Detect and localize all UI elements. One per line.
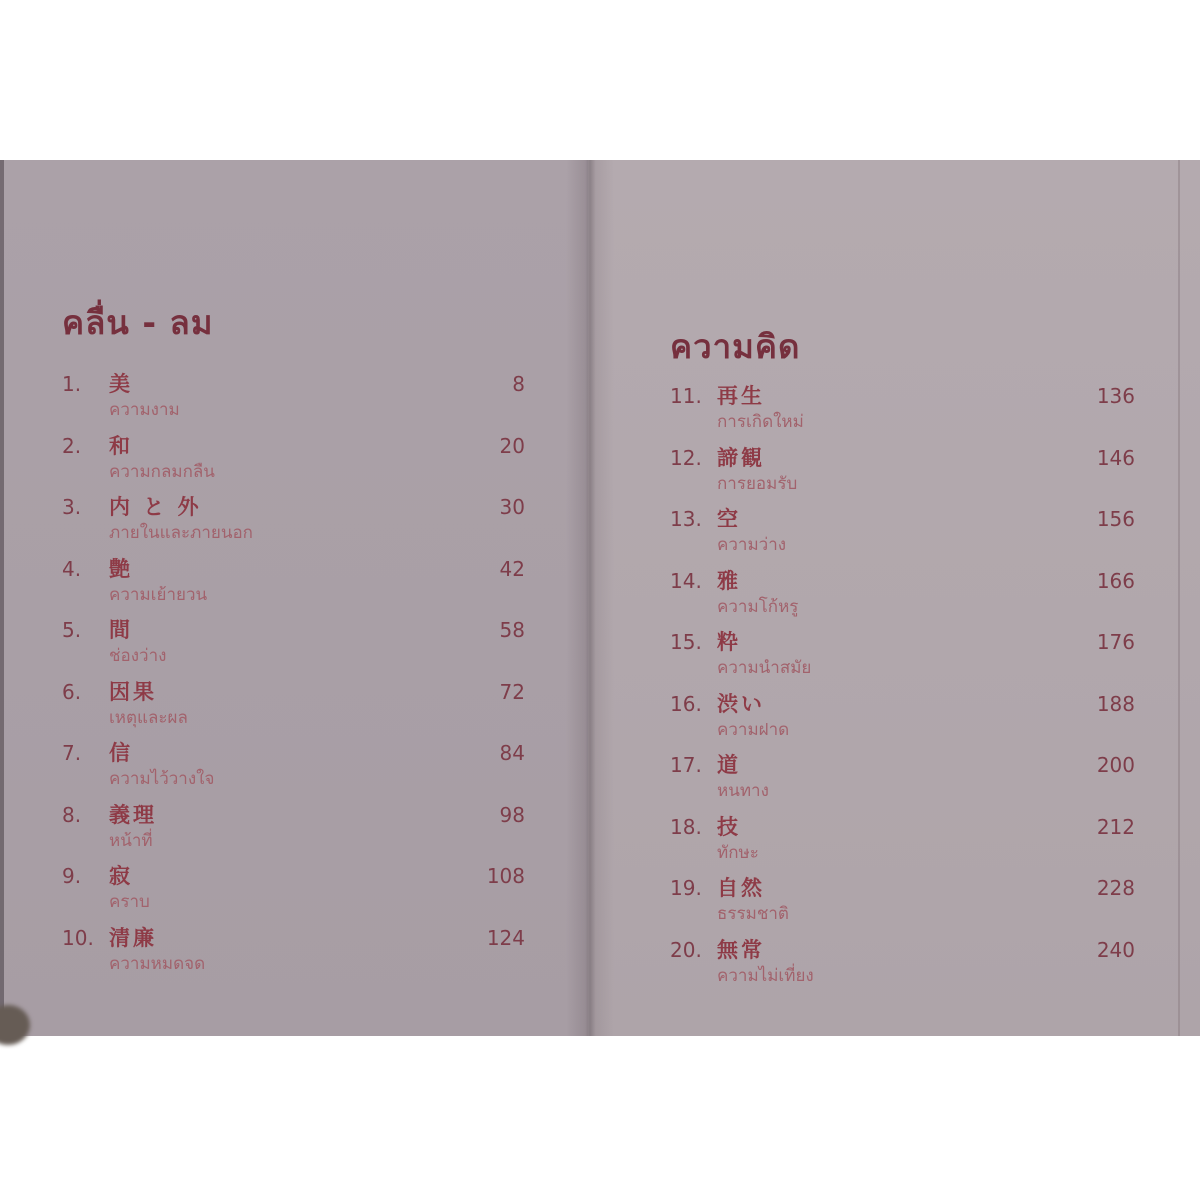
- toc-item: [62, 495, 525, 557]
- toc-item-page: 212: [1096, 814, 1135, 839]
- toc-item-number: 18.: [670, 814, 702, 839]
- toc-item-number: 2.: [62, 433, 82, 458]
- toc-item-subtitle: ภายในและภายนอก: [109, 523, 253, 543]
- toc-item-subtitle: เหตุและผล: [109, 707, 188, 728]
- toc-item-number: 5.: [62, 618, 82, 642]
- toc-item-number: 1.: [62, 372, 82, 396]
- toc-item: [670, 569, 1135, 631]
- toc-item: [62, 803, 525, 865]
- toc-item-title: 信: [109, 741, 133, 765]
- toc-item-number: 15.: [670, 630, 702, 654]
- toc-item-number: 13.: [670, 507, 702, 531]
- toc-item-subtitle: ความงาม: [109, 400, 180, 420]
- toc-item-page: 124: [486, 925, 525, 950]
- toc-item: [670, 384, 1135, 446]
- toc-item-title: 粋: [717, 630, 741, 654]
- toc-item-title: 空: [717, 507, 741, 531]
- toc-item-page: 176: [1096, 630, 1135, 654]
- toc-item-title: 再生: [717, 384, 765, 408]
- toc-item: [670, 692, 1135, 754]
- toc-item-title: 艶: [109, 556, 133, 581]
- toc-item-number: 19.: [670, 876, 702, 900]
- page-left-edge: [0, 160, 4, 1036]
- toc-item-page: 20: [499, 433, 525, 458]
- toc-item-number: 14.: [670, 568, 702, 593]
- toc-item-page: 84: [499, 741, 525, 765]
- toc-item-subtitle: ความไม่เที่ยง: [717, 965, 814, 986]
- toc-item-subtitle: ธรรมชาติ: [717, 904, 789, 924]
- gutter-shadow: [566, 160, 614, 1036]
- toc-item: [62, 618, 525, 680]
- toc-item-number: 20.: [670, 937, 702, 962]
- toc-item-subtitle: ความฝาด: [717, 719, 790, 740]
- toc-item-subtitle: การเกิดใหม่: [717, 412, 804, 432]
- toc-item-subtitle: ความไว้วางใจ: [109, 769, 215, 789]
- toc-item-subtitle: ความว่าง: [717, 535, 787, 555]
- toc-item-subtitle: การยอมรับ: [717, 473, 798, 494]
- toc-item: [670, 815, 1135, 877]
- toc-item-number: 9.: [62, 864, 82, 888]
- toc-item-page: 228: [1096, 876, 1135, 900]
- toc-item-number: 12.: [670, 445, 702, 470]
- toc-item: [62, 926, 525, 988]
- toc-item-page: 146: [1096, 445, 1135, 470]
- toc-item-subtitle: คราบ: [109, 892, 150, 912]
- toc-item: [670, 876, 1135, 938]
- toc-item-page: 98: [499, 802, 525, 827]
- toc-item-title: 内 と 外: [109, 495, 202, 519]
- toc-item-number: 16.: [670, 691, 702, 716]
- toc-item-title: 雅: [717, 568, 741, 593]
- toc-item-title: 諦観: [717, 445, 765, 470]
- toc-item: [670, 446, 1135, 508]
- toc-item-subtitle: ความเย้ายวน: [109, 584, 208, 605]
- toc-item: [62, 557, 525, 619]
- toc-item-number: 10.: [62, 925, 94, 950]
- toc-item-title: 自然: [717, 876, 765, 900]
- toc-item-subtitle: ช่องว่าง: [109, 646, 167, 666]
- toc-item-page: 108: [486, 864, 525, 888]
- toc-item-page: 200: [1096, 753, 1135, 777]
- toc-item-subtitle: ความกลมกลืน: [109, 461, 215, 482]
- toc-item-page: 42: [499, 556, 525, 581]
- toc-item-subtitle: หนทาง: [717, 781, 769, 801]
- toc-item-page: 72: [499, 679, 525, 704]
- toc-item-page: 156: [1096, 507, 1135, 531]
- toc-item: [62, 864, 525, 926]
- toc-item-subtitle: หน้าที่: [109, 830, 153, 851]
- toc-item-number: 11.: [670, 384, 702, 408]
- toc-item-subtitle: ทักษะ: [717, 842, 759, 863]
- toc-item-page: 30: [499, 495, 525, 519]
- toc-item: [670, 753, 1135, 815]
- toc-item-title: 因果: [109, 679, 157, 704]
- toc-item: [62, 741, 525, 803]
- toc-item-page: 58: [499, 618, 525, 642]
- toc-item-title: 道: [717, 753, 741, 777]
- left-page-header: คลื่น - ลม: [62, 303, 214, 342]
- toc-item-subtitle: ความโก้หรู: [717, 596, 799, 617]
- toc-item-number: 17.: [670, 753, 702, 777]
- toc-item-page: 240: [1096, 937, 1135, 962]
- toc-item-page: 188: [1096, 691, 1135, 716]
- toc-item-subtitle: ความหมดจด: [109, 953, 206, 974]
- toc-item-number: 7.: [62, 741, 82, 765]
- toc-item: [62, 680, 525, 742]
- toc-item-subtitle: ความนำสมัย: [717, 658, 812, 678]
- toc-item-title: 間: [109, 618, 133, 642]
- toc-item-number: 6.: [62, 679, 82, 704]
- toc-item-title: 美: [109, 372, 133, 396]
- open-book-photo: [0, 160, 1200, 1036]
- right-page-header: ความคิด: [670, 327, 801, 366]
- toc-item: [62, 372, 525, 434]
- toc-item-title: 渋い: [717, 691, 765, 716]
- toc-item-number: 3.: [62, 495, 82, 519]
- toc-item-title: 和: [109, 433, 133, 458]
- toc-item-title: 無常: [717, 937, 765, 962]
- toc-item-number: 8.: [62, 802, 82, 827]
- toc-item-title: 寂: [109, 864, 133, 888]
- toc-item: [670, 630, 1135, 692]
- page-stack-edge: [1178, 160, 1180, 1036]
- toc-item-page: 136: [1096, 384, 1135, 408]
- toc-item: [62, 434, 525, 496]
- toc-item-title: 義理: [109, 802, 157, 827]
- toc-item-page: 166: [1096, 568, 1135, 593]
- toc-item-title: 技: [717, 814, 741, 839]
- left-toc-list: [62, 372, 525, 987]
- toc-item-title: 清廉: [109, 925, 157, 950]
- toc-item: [670, 938, 1135, 1000]
- toc-item-page: 8: [512, 372, 525, 396]
- toc-item-number: 4.: [62, 556, 82, 581]
- right-toc-list: [670, 384, 1135, 999]
- toc-item: [670, 507, 1135, 569]
